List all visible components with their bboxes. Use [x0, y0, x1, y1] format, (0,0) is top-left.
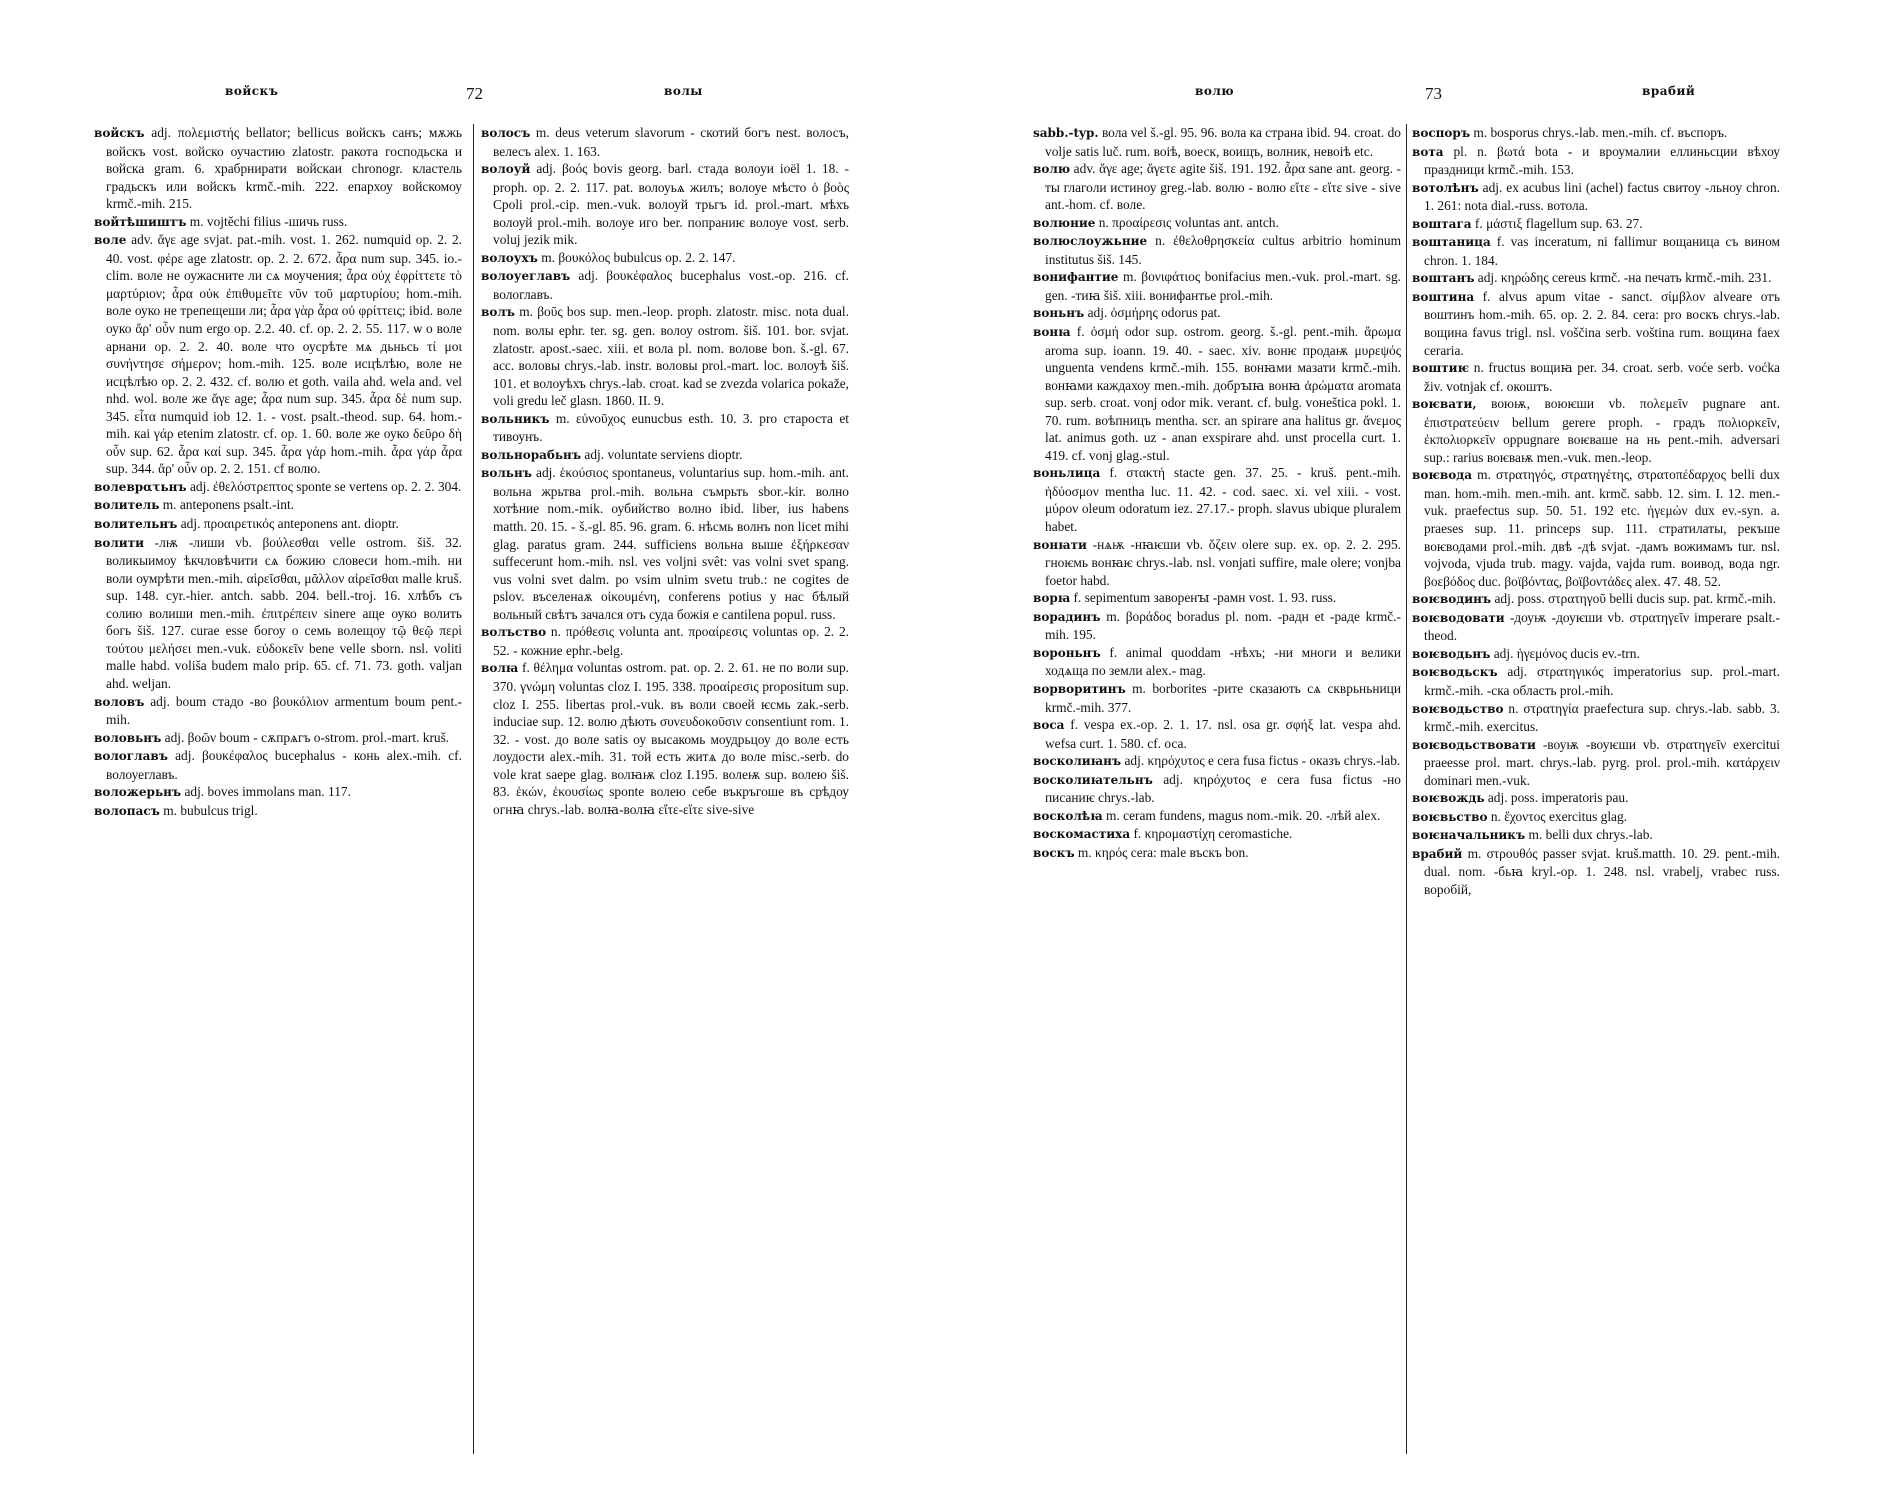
entry-headword: воложерьнъ [94, 785, 182, 800]
entry-headword: вонифантие [1033, 270, 1119, 285]
entry-headword: вольникъ [481, 411, 550, 426]
dictionary-entry: волеврατьнъ adj. ἐθελόστρεπτος sponte se vertens op. 2. 2. 304. [94, 478, 462, 494]
dictionary-entry: воѥвождь adj. poss. imperatoris pau. [1412, 790, 1629, 806]
entry-headword: воѥводьствовати [1412, 737, 1536, 752]
entry-headword: воштина [1412, 289, 1475, 304]
dictionary-entry: волитель m. anteponens psalt.-int. [94, 497, 295, 513]
entry-headword: вороньнъ [1033, 645, 1101, 660]
dictionary-entry: sabb.-typ. вола vel š.-gl. 95. 96. вола ка страна ibid. 94. croat. do volje satis luč. rum. воіѣ, воеск, воищъ, волник, невоіѣ etc. [1033, 125, 1401, 159]
dictionary-entry: ворворитинъ m. borborites -рите сказають сѧ скврьньници krmč.-mih. 377. [1033, 680, 1401, 715]
dictionary-entry: воньлица f. στακτή stacte gen. 37. 25. - kruš. pent.-mih. ἡδύοσμον mentha luc. 11. 42. - cod. saec. xi. vel xiii. - vost. μύρον oleum odoratum iez. 27.17.- proph. slavus ubique pluralem habet. [1033, 465, 1401, 535]
entry-headword: воштанъ [1412, 271, 1475, 286]
dictionary-entry: вороньнъ f. animal quoddam -нѣхъ; -ни многи и велики ходѧща по земли alex.- mag. [1033, 644, 1401, 679]
entry-headword: волопасъ [94, 803, 160, 818]
entry-headword: волоуеглавъ [481, 269, 571, 284]
entry-headword: врабий [1412, 846, 1463, 861]
entry-headword: воле [94, 233, 127, 248]
dictionary-entry: воѥводьнъ adj. ἡγεμόνος ducis ev.-trn. [1412, 645, 1640, 661]
dictionary-entry: воѥводинъ adj. poss. στρατηγοῦ belli ducis sup. pat. krmč.-mih. [1412, 591, 1776, 607]
entry-headword: воѥвьство [1412, 809, 1488, 824]
right-page-column-1 [1033, 124, 1401, 1464]
entry-headword: воѥводинъ [1412, 592, 1492, 607]
dictionary-entry: воскомастиха f. κηρομαστίχη ceromastiche. [1033, 826, 1293, 842]
entry-headword: вотолѣнъ [1412, 180, 1479, 195]
entry-headword: вонꙗ [1033, 325, 1071, 340]
entry-headword: воштиѥ [1412, 361, 1470, 376]
entry-headword: волъ [481, 305, 516, 320]
entry-headword: воскомастиха [1033, 827, 1131, 842]
dictionary-entry: волъ m. βοῦς bos sup. men.-leop. proph. zlatostr. misc. nota dual. nom. волы ephr. ter. sg. gen. волоу ostrom. šiš. 101. bor. svjat. zlatostr. apost.-saec. xiii. et вола pl. nom. волове bon. š.-gl. 67. acc. воловы chrys.-lab. instr. воловы prol.-mart. loc. волоуѣ šiš. 101. et волоуѣхъ chrys.-lab. croat. kad se zvezda volarica pokaže, voli gredu leč glasn. 1860. II. 9. [481, 304, 849, 409]
left-page-column-2 [481, 124, 849, 1464]
dictionary-entry: воѥводьство n. στρατηγία praefectura sup. chrys.-lab. sabb. 3. krmč.-mih. exercitus. [1412, 700, 1780, 735]
dictionary-entry: волосъ m. deus veterum slavorum - скотий богъ nest. волосъ, велесъ alex. 1. 163. [481, 125, 849, 159]
entry-headword: воѥводьство [1412, 701, 1504, 716]
right-page [951, 0, 1902, 1500]
dictionary-entry: ворꙗ f. sepimentum заворенꙑ -рамн vost. 1. 93. russ. [1033, 590, 1337, 606]
column-divider [473, 124, 474, 1454]
entry-headword: вонꙗти [1033, 537, 1087, 552]
entry-headword: воловъ [94, 694, 145, 709]
entry-headword: воѥначальникъ [1412, 828, 1526, 843]
dictionary-entry: воштанъ adj. κηρώδης cereus krmč. -на печать krmč.-mih. 231. [1412, 270, 1772, 286]
dictionary-entry: волꙗ f. θέλημα voluntas ostrom. pat. op. 2. 2. 61. не по воли sup. 370. γνώμη voluntas cloz I. 195. 338. προαίρεσις propositum sup. cloz I. 255. libertas prol.-vuk. въ воли своей ѥсмь zak.-serb. induciae sup. 12. волю дѣють συνευδοκοῦσιν consentiunt rom. 1. 32. - vost. до воле satis оу высакомь моудрьцоу до воле есть лоудости alex.-mih. 31. той есть житѧ до воле misc.-serb. do vole krat saepe glag. волꙗѭ cloz I.195. волеѭ sup. волею šiš. 83. ἑκών, ἑκουσίως sponte волею себе въкръгоше въ срѣдоу огнꙗ chrys.-lab. волꙗ-волꙗ εἴτε-εἴτε sive-sive [481, 660, 849, 817]
right-running-header [951, 84, 1902, 110]
dictionary-entry: вольнъ adj. ἑκούσιος spontaneus, voluntarius sup. hom.-mih. ant. вольна жрьтва prol.-mih. вольна съмрьть sbor.-kir. волно хотѣние nom.-mik. оубийство волно ibid. liber, ius habens matth. 20. 15. - š.-gl. 85. 96. gram. 6. нѣсмь волнъ non licet mihi glag. paratus gram. 244. sufficiens вольна выше ἐξήρκεσαν suffecerunt hom.-mih. nsl. ves voljni svêt: vas volni svet spang. vus volni svet dalm. po vsim ulnim svetu trub.: ne cogites de pslov. въселенаѫ οἰκουμένη, conferens potius у нас бѣлый вольный свѣтъ зачался отъ суда божія e cantilena popul. russ. [481, 465, 849, 622]
entry-headword: вольнъ [481, 466, 532, 481]
entry-headword: восколѣꙗ [1033, 808, 1103, 823]
dictionary-entry: воѥводьствовати -воуѭ -воуѥши vb. στρατηγεῖν exercitui praeesse prol. mart. chrys.-lab. pyrg. prol. prol.-mih. κατάρχειν dominari men.-vuk. [1412, 736, 1780, 788]
entry-headword: волюслоужьние [1033, 234, 1148, 249]
dictionary-entry: воштаница f. vas inceratum, ni fallimur вощаница съ вином chron. 1. 184. [1412, 234, 1780, 268]
dictionary-entry: воѥводовати -доуѭ -доуѥши vb. στρατηγεῖν imperare psalt.-theod. [1412, 609, 1780, 644]
dictionary-entry: волъство n. πρόθεσις volunta ant. προαίρεσις voluntas op. 2. 2. 52. - кожние ephr.-belg. [481, 624, 849, 658]
dictionary-entry: восколѣꙗ m. ceram fundens, magus nom.-mik. 20. -лѣй alex. [1033, 807, 1381, 823]
dictionary-entry: вотолѣнъ adj. ex acubus lini (achel) factus свитоу -льноу chron. 1. 261: nota dial.-russ. вотола. [1412, 179, 1780, 214]
dictionary-entry: волоуеглавъ adj. βουκέφαλος bucephalus vost.-op. 216. cf. вологлавъ. [481, 268, 849, 302]
entry-headword: воса [1033, 718, 1065, 733]
entry-headword: воштага [1412, 216, 1472, 231]
dictionary-entry: волюние n. προαίρεσις voluntas ant. antch. [1033, 214, 1279, 230]
dictionary-entry: воштина f. alvus apum vitae - sanct. σίμβλον alveare отъ воштинъ hom.-mih. 65. op. 2. 2. 84. cera: pro воскъ chrys.-lab. вощина favus trigl. nsl. voščina serb. voština rum. вощина faex ceraria. [1412, 288, 1780, 358]
entry-headword: ворворитинъ [1033, 681, 1126, 696]
dictionary-entry: волити -лѭ -лиши vb. βούλεσθαι velle ostrom. šiš. 32. воликыимоу ѣкчловѣчити сѧ божию словеси hom.-mih. ни воли оумрѣти men.-mih. αἱρεῖσθαι, μᾶλλον αἱρεῖσθαι malle kruš. sup. 148. cyr.-hier. antch. sabb. 204. bell.-troj. 16. хлѣбъ съ солию волиши men.-mih. ἐπιτρέπειν sinere аще оуко волить богь šiš. 127. curae esse богоу о семь волещоу τῷ θεῷ περὶ τούτου μελήσει men.-vuk. εὐδοκεῖν bene velle sborn. nsl. voliti malle habd. voliša budem malo prip. 65. cf. 71. 73. goth. valjan ahd. weljan. [94, 534, 462, 691]
entry-headword: волю [1033, 162, 1071, 177]
dictionary-entry: воштага f. μάστιξ flagellum sup. 63. 27. [1412, 215, 1643, 231]
entry-headword: воскъ [1033, 845, 1075, 860]
entry-headword: воньлица [1033, 466, 1101, 481]
dictionary-entry: волительнъ adj. προαιρετικός anteponens ant. dioptr. [94, 516, 399, 532]
entry-headword: волюние [1033, 215, 1096, 230]
entry-headword: воѥводовати [1412, 610, 1505, 625]
dictionary-entry: воса f. vespa ex.-op. 2. 1. 17. nsl. osa gr. σφήξ lat. vespa ahd. wefsa curt. 1. 580. cf. оса. [1033, 717, 1401, 751]
dictionary-entry: воньнъ adj. ὀσμήρης odorus pat. [1033, 305, 1221, 321]
dictionary-entry: врабий m. στρουθός passer svjat. kruš.matth. 10. 29. pent.-mih. dual. nom. -бьꙗ kryl.-op. 1. 248. nsl. vrabelj, vrabec russ. воробій, [1412, 845, 1780, 897]
dictionary-entry: вота pl. n. βωτά bota - и вроумалии еллиньсции вѣхоу праздници krmč.-mih. 153. [1412, 143, 1780, 178]
dictionary-entry: вольникъ m. εὐνοῦχος eunucbus esth. 10. 3. pro староста et тивоунъ. [481, 410, 849, 445]
dictionary-entry: вонифантие m. βονιφάτιος bonifacius men.-vuk. prol.-mart. sg. gen. -тиꙗ šiš. xiii. вонифантье prol.-mih. [1033, 269, 1401, 303]
left-header-first-word: войскъ [225, 84, 279, 98]
dictionary-entry: воспоръ m. bosporus chrys.-lab. men.-mih. cf. въспоръ. [1412, 125, 1728, 140]
dictionary-entry: волю adv. ἄγε age; ἄγετε agite šiš. 191. 192. ἆρα sane ant. georg. - ты глаголи истиноу greg.-lab. волю - волю εἴτε - εἴτε sive - sive ant.-hom. cf. воле. [1033, 161, 1401, 213]
dictionary-entry: волюслоужьние n. ἐθελοθρησκεία cultus arbitrio hominum institutus šiš. 145. [1033, 233, 1401, 267]
left-running-header [0, 84, 951, 110]
dictionary-entry: воштиѥ n. fructus вощиꙗ per. 34. croat. serb. voće serb. voćka živ. votnjak cf. окоштъ. [1412, 360, 1780, 394]
dictionary-entry: войскъ adj. πολεμιστής bellator; bellicus войскъ санъ; мѫжь войскъ vost. войско оучастию zlatostr. ракота господьска и войска gram. 6. храбрнирати войскаи chronogr. кластель градьскъ или войскъ krmč.-mih. 222. епархоу войскомоу krmč.-mih. 215. [94, 125, 462, 212]
entry-headword: воштаница [1412, 235, 1491, 250]
dictionary-entry: вольнорабьнъ adj. voluntate serviens dioptr. [481, 446, 743, 462]
dictionary-entry: воѥвода m. στρατηγός, στρατηγέτης, στρατοπέδαρχος belli dux man. hom.-mih. men.-mih. ant. krmč. sabb. 12. sim. I. 12. men.-vuk. praefectus sup. 50. 51. 192 etc. ἡγεμών dux ev.-syn. a. praeses sup. 11. princeps sup. 111. стратилаты, рекъше воѥводами prol.-mih. двѣ -дѣ svjat. -дамъ вожимамъ tur. nsl. vojvoda, vjuda trub. magy. vajda, vajda rum. воивод, вода ngr. βοεβόδος duc. βοϊβόντας, βοϊβοντάδες alex. 47. 48. 52. [1412, 467, 1780, 589]
dictionary-entry: ворадинъ m. βοράδος boradus pl. nom. -радн et -раде krmč.-mih. 195. [1033, 608, 1401, 643]
entry-headword: волоухъ [481, 250, 538, 265]
right-page-number: 73 [1425, 84, 1442, 103]
entry-headword: воѥводьнъ [1412, 646, 1491, 661]
dictionary-entry: восколиꙗнъ adj. κηρόχυτος e cera fusa fictus - оказъ chrys.-lab. [1033, 753, 1401, 769]
entry-headword: волꙗ [481, 661, 519, 676]
dictionary-entry: воловьнъ adj. βοῶν boum - сѫпрѧгъ o-strom. prol.-mart. kruš. [94, 729, 450, 745]
dictionary-entry: воѥначальникъ m. belli dux chrys.-lab. [1412, 827, 1653, 843]
entry-headword: ворадинъ [1033, 609, 1101, 624]
dictionary-entry: воловъ adj. boum стадо -во βουκόλιον armentum boum pent.-mih. [94, 693, 462, 728]
dictionary-entry: воѥводьскъ adj. στρατηγικός imperatorius sup. prol.-mart. krmč.-mih. -ска область prol.-mih. [1412, 664, 1780, 698]
entry-headword: волосъ [481, 126, 531, 140]
column-divider [1406, 124, 1407, 1454]
dictionary-entry: волоухъ m. βουκόλος bubulcus op. 2. 2. 147. [481, 249, 736, 265]
entry-headword: восколиꙗнъ [1033, 754, 1122, 769]
entry-headword: вольнорабьнъ [481, 447, 582, 462]
left-page-column-1 [94, 124, 462, 1464]
entry-headword: ворꙗ [1033, 591, 1071, 606]
entry-headword: волитель [94, 498, 160, 513]
dictionary-entry: вонꙗ f. ὀσμή odor sup. ostrom. georg. š.-gl. pent.-mih. ἄρωμα aroma sup. ioann. 19. 40. - saec. xiv. вонѥ продаѭ μυρεψός unguenta vendens krmč.-mih. 155. вонꙗми мазати krmč.-mih. вонꙗми каждахоу men.-mih. добрꙑꙗ вонꙗ ἀρώματα aromata sup. serb. croat. vonj odor mik. verant. cf. bulg. vонeštica pokl. 1. 70. rum. воѣпницъ mentha. scr. an spirare ana halitus gr. ἄνεμος lat. animus goth. uz - anan exspirare ahd. unst procella curt. 1. 419. cf. vonj glag.-stul. [1033, 324, 1401, 463]
right-header-first-word: волю [1195, 84, 1235, 98]
entry-headword: волительнъ [94, 517, 178, 532]
entry-headword: воньнъ [1033, 306, 1085, 321]
dictionary-entry: волоуй adj. βοός bovis georg. barl. стада волоуи ioël 1. 18. - proph. op. 2. 2. 117. pat. волоуьѧ жилъ; волоуе мѣсто ὁ βοὸς Cpoli prol.-cip. men.-vuk. волоуй трьгъ id. prol.-mart. мѣхъ волоуй prol.-mih. волоуе иго ber. попраниѥ волоуе vost. serb. voluj jezik mik. [481, 161, 849, 248]
right-page-column-2 [1412, 124, 1780, 1464]
dictionary-entry: воѥвати, воюѭ, воюѥши vb. πολεμεῖν pugnare ant. ἐπιστρατεύειν bellum gerere proph. - градъ πολιορκεῖν, ἐκπολιορκεῖν oppugnare воѥваше на нь pent.-mih. adversari sup.: rarius воѥваѭ men.-vuk. men.-leop. [1412, 396, 1780, 465]
left-page-number: 72 [466, 84, 483, 103]
entry-headword: волъство [481, 625, 547, 640]
entry-headword: волеврατьнъ [94, 479, 187, 494]
dictionary-entry: войтѣшиштъ m. vojtěchi filius -шичь russ. [94, 213, 348, 229]
left-header-last-word: волы [664, 84, 703, 98]
entry-headword: воѥвождь [1412, 791, 1485, 806]
dictionary-entry: воѥвьство n. ἔχοντος exercitus glag. [1412, 808, 1628, 824]
right-header-last-word: врабий [1642, 84, 1696, 98]
dictionary-entry: восколиꙗтельнъ adj. κηρόχυτος e cera fusa fictus -но писаниѥ chrys.-lab. [1033, 771, 1401, 806]
dictionary-entry: вонꙗти -нѧѭ -нꙗѥши vb. ὄζειν olere sup. ex. op. 2. 2. 295. гноѥмь вонꙗѥ chrys.-lab. nsl. vonjati suffire, male olere; vonjba foetor habd. [1033, 536, 1401, 588]
entry-headword: вота [1412, 144, 1444, 159]
entry-headword: волити [94, 535, 145, 550]
dictionary-entry: воскъ m. κηρός cera: male въскъ bon. [1033, 844, 1249, 860]
entry-headword: воловьнъ [94, 730, 162, 745]
dictionary-entry: воложерьнъ adj. boves immolans man. 117. [94, 784, 351, 800]
entry-headword: восколиꙗтельнъ [1033, 772, 1153, 787]
entry-headword: воспоръ [1412, 126, 1471, 140]
entry-headword: войскъ [94, 126, 145, 140]
entry-headword: волоуй [481, 162, 531, 177]
dictionary-entry: воле adv. ἄγε age svjat. pat.-mih. vost. 1. 262. numquid op. 2. 2. 40. vost. φέρε age zlatostr. op. 2. 2. 672. ἆρα num sup. 345. io.-clim. воле не оужасните ли сѧ моучения; ἆρα οὐχ ἐφρίττετε τὸ μαρτύριον; ἆρα οὐκ ἐπιθυμεῖτε νῦν τοῦ μαρτυρίου; hom.-mih. воле оуко не трепещеши ли; ἆρα γὰρ ἆρα οὐ φρίττεις; ibid. воле оуко ἄρ' οὖν num ergo op. 2.2. 40. cf. op. 2. 2. 55. 117. ѡ о воле арнани op. 2. 2. 40. воле что оусрѣте мѧ дьньсь τί μοι συνήντησε σήμερον; hom.-mih. 125. воле исцѣлѣю, воле не исцѣлѣю op. 2. 2. 432. cf. волю et goth. vaila ahd. wela and. vel nhd. wol. воле же ἄγε age; ἆρα num sup. 345. ἆρα δὲ num sup. 345. εἶτα numquid iob 12. 1. - vost. psalt.-theod. sup. 64. hom.-mih. кai γάρ etenim zlatostr. cf. op. 1. 60. воле же оуко δεῦρο δὴ οὖν sup. 62. ἆρα καί sup. 345. ἆρα γάρ hom.-mih. ἆρα γάρ ἆρα sup. 344. ἄρ' οὖν op. 2. 2. 151. cf волю. [94, 232, 462, 477]
entry-headword: вологлавъ [94, 749, 168, 764]
entry-headword: воѥводьскъ [1412, 665, 1498, 680]
dictionary-entry: вологлавъ adj. βουκέφαλος bucephalus - конь alex.-mih. cf. волоуеглавъ. [94, 748, 462, 782]
entry-headword: воѥвода [1412, 468, 1473, 483]
dictionary-entry: волопасъ m. bubulcus trigl. [94, 802, 258, 818]
entry-headword: воѥвати, [1412, 397, 1477, 412]
entry-headword: войтѣшиштъ [94, 214, 187, 229]
entry-headword: sabb.-typ. [1033, 126, 1099, 140]
